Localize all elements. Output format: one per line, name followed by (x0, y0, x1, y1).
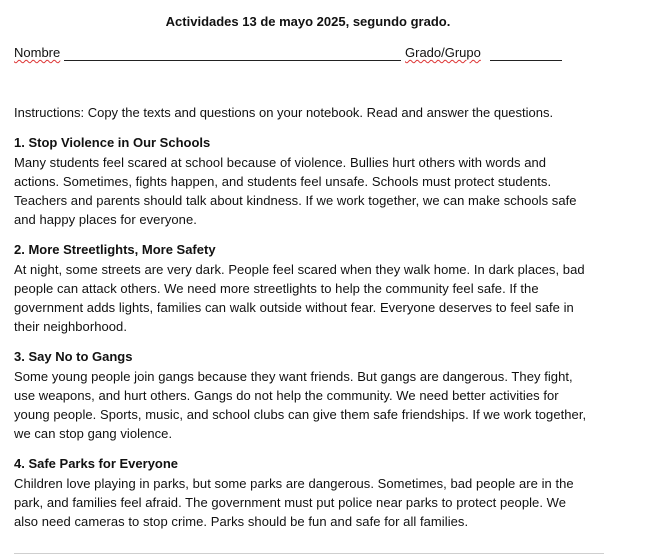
section-school-violence (14, 134, 614, 229)
text-line: also need cameras to stop crime. Parks should be fun and safe for all families. (14, 514, 469, 529)
text-line: Some young people join gangs because they want friends. But gangs are dangerous. They fight, (14, 369, 573, 384)
section-parks (14, 455, 614, 531)
page-bottom-divider (14, 553, 604, 554)
text-line: Many students feel scared at school because of violence. Bullies hurt others with words and (14, 155, 547, 170)
text-line: and happy places for everyone. (14, 212, 197, 227)
text-line: we can stop gang violence. (14, 426, 173, 441)
text-line: park, and families feel afraid. The government must put police near parks to protect people. We (14, 495, 567, 510)
section-heading: 2. More Streetlights, More Safety (14, 242, 216, 257)
text-line: actions. Sometimes, fights happen, and students feel unsafe. Schools must protect students. (14, 174, 552, 189)
text-line: use weapons, and hurt others. Gangs do not help the community. We need better activities for (14, 388, 559, 403)
name-label: Nombre (14, 45, 61, 60)
section-body (14, 153, 614, 229)
instructions-text: Instructions: Copy the texts and questions on your notebook. Read and answer the questions. (14, 105, 554, 120)
group-label: Grado/Grupo (405, 45, 481, 60)
section-gangs (14, 348, 614, 443)
section-heading: 1. Stop Violence in Our Schools (14, 135, 211, 150)
text-line: At night, some streets are very dark. People feel scared when they walk home. In dark places, bad (14, 262, 585, 277)
text-line: their neighborhood. (14, 319, 127, 334)
section-body (14, 367, 614, 443)
section-body (14, 474, 614, 531)
text-line: people can attack others. We need more streetlights to help the community feel safe. If the (14, 281, 539, 296)
text-line: young people. Sports, music, and school clubs can give them safe friendships. If we work together, (14, 407, 587, 422)
text-line: Children love playing in parks, but some parks are dangerous. Sometimes, bad people are in the (14, 476, 574, 491)
document-title: Actividades 13 de mayo 2025, segundo grado. (165, 14, 451, 29)
text-line: government adds lights, families can walk outside without fear. Everyone deserves to feel safe in (14, 300, 574, 315)
section-body (14, 260, 614, 336)
section-heading: 3. Say No to Gangs (14, 349, 133, 364)
section-streetlights (14, 241, 614, 336)
name-blank[interactable] (64, 60, 401, 61)
group-blank[interactable] (490, 60, 562, 61)
section-heading: 4. Safe Parks for Everyone (14, 456, 179, 471)
text-line: Teachers and parents should talk about kindness. If we work together, we can make schools safe (14, 193, 577, 208)
student-info-line (14, 45, 574, 65)
